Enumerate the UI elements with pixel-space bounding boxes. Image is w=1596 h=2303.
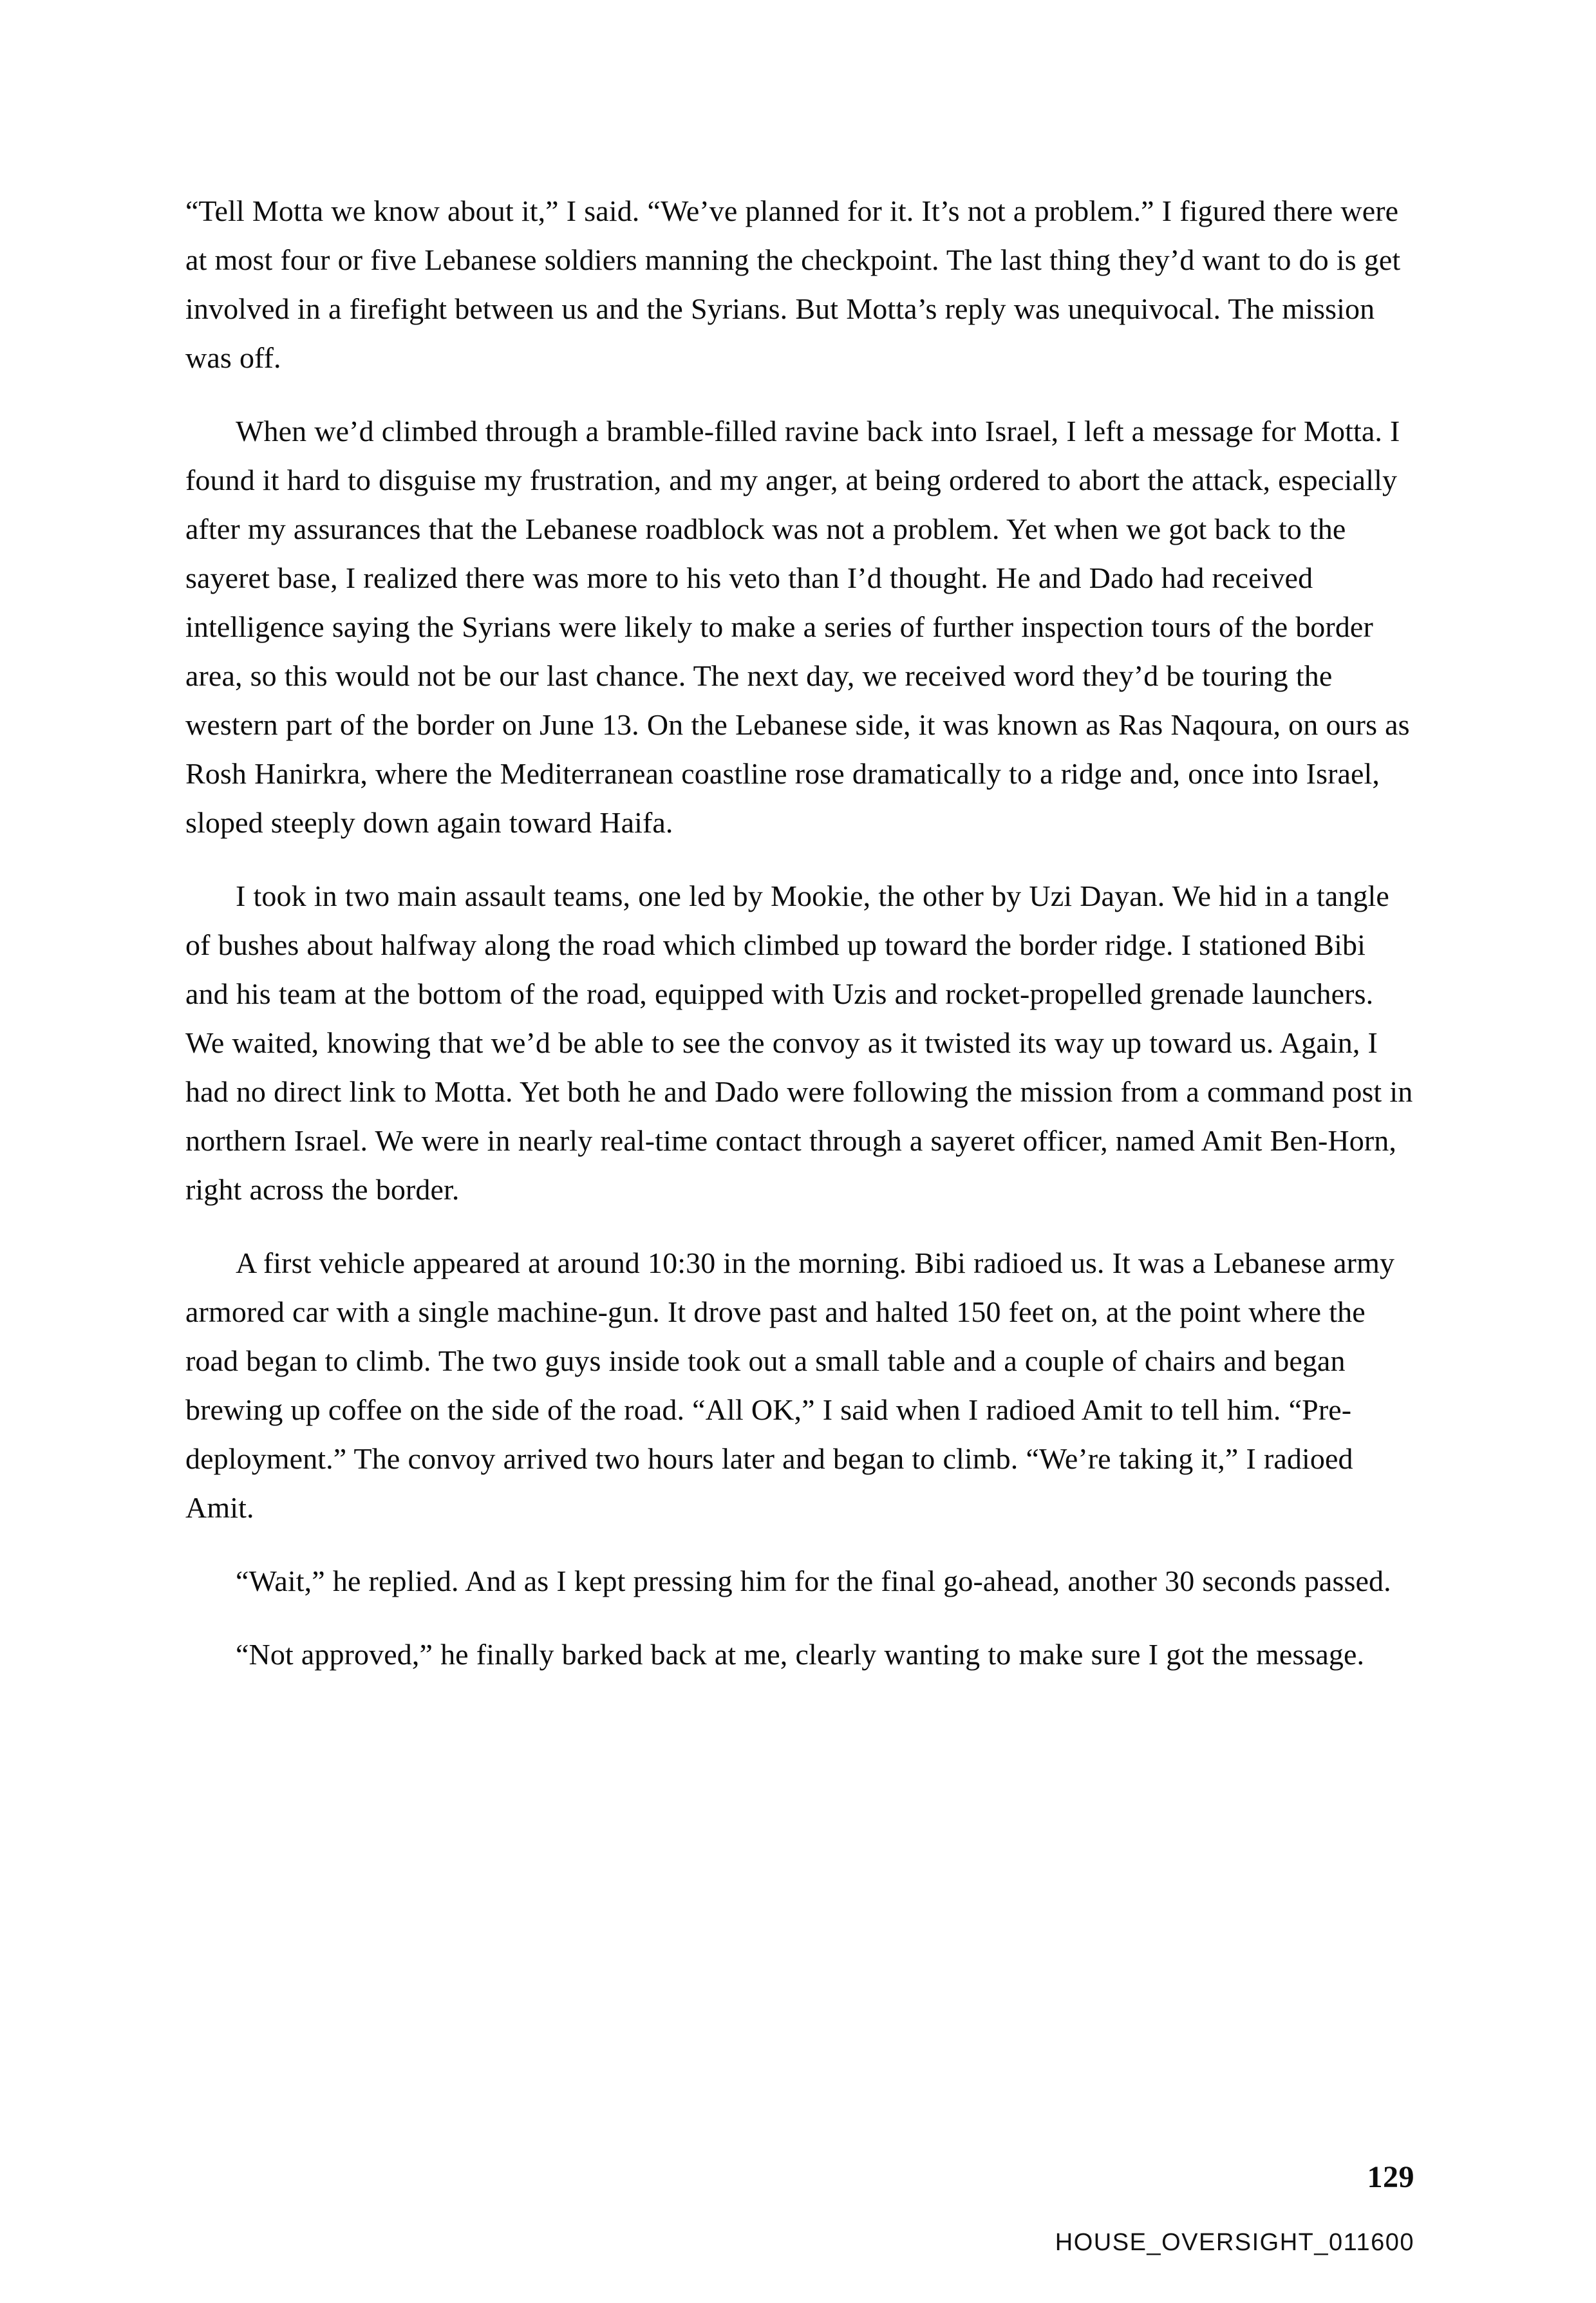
- paragraph: A first vehicle appeared at around 10:30 in the morning. Bibi radioed us. It was a Lebanese army armored car with a single machine-gun. It drove past and halted 150 feet on, at the point where the road began to climb. The two guys inside took out a small table and a couple of chairs and began brewing up coffee on the side of the road. “All OK,” I said when I radioed Amit to tell him. “Pre-deployment.” The convoy arrived two hours later and began to climb. “We’re taking it,” I radioed Amit.: [185, 1246, 1395, 1524]
- paragraph: “Not approved,” he finally barked back at me, clearly wanting to make sure I got the message.: [236, 1638, 1365, 1671]
- page-body-text: [185, 187, 1415, 1679]
- paragraph: “Wait,” he replied. And as I kept pressing him for the final go-ahead, another 30 seconds passed.: [236, 1565, 1391, 1597]
- paragraph: I took in two main assault teams, one led by Mookie, the other by Uzi Dayan. We hid in a tangle of bushes about halfway along the road which climbed up toward the border ridge. I stationed Bibi and his team at the bottom of the road, equipped with Uzis and rocket-propelled grenade launchers. We waited, knowing that we’d be able to see the convoy as it twisted its way up toward us. Again, I had no direct link to Motta. Yet both he and Dado were following the mission from a command post in northern Israel. We were in nearly real-time contact through a sayeret officer, named Amit Ben-Horn, right across the border.: [185, 879, 1413, 1206]
- paragraph: “Tell Motta we know about it,” I said. “We’ve planned for it. It’s not a problem.” I figured there were at most four or five Lebanese soldiers manning the checkpoint. The last thing they’d want to do is get involved in a firefight between us and the Syrians. But Motta’s reply was unequivocal. The mission was off.: [185, 194, 1401, 374]
- bates-stamp: HOUSE_OVERSIGHT_011600: [1055, 2229, 1414, 2256]
- paragraph: When we’d climbed through a bramble-filled ravine back into Israel, I left a message for Motta. I found it hard to disguise my frustration, and my anger, at being ordered to abort the attack, especially after my assurances that the Lebanese roadblock was not a problem. Yet when we got back to the sayeret base, I realized there was more to his veto than I’d thought. He and Dado had received intelligence saying the Syrians were likely to make a series of further inspection tours of the border area, so this would not be our last chance. The next day, we received word they’d be touring the western part of the border on June 13. On the Lebanese side, it was known as Ras Naqoura, on ours as Rosh Hanirkra, where the Mediterranean coastline rose dramatically to a ridge and, once into Israel, sloped steeply down again toward Haifa.: [185, 415, 1410, 839]
- page-number: 129: [1367, 2160, 1414, 2194]
